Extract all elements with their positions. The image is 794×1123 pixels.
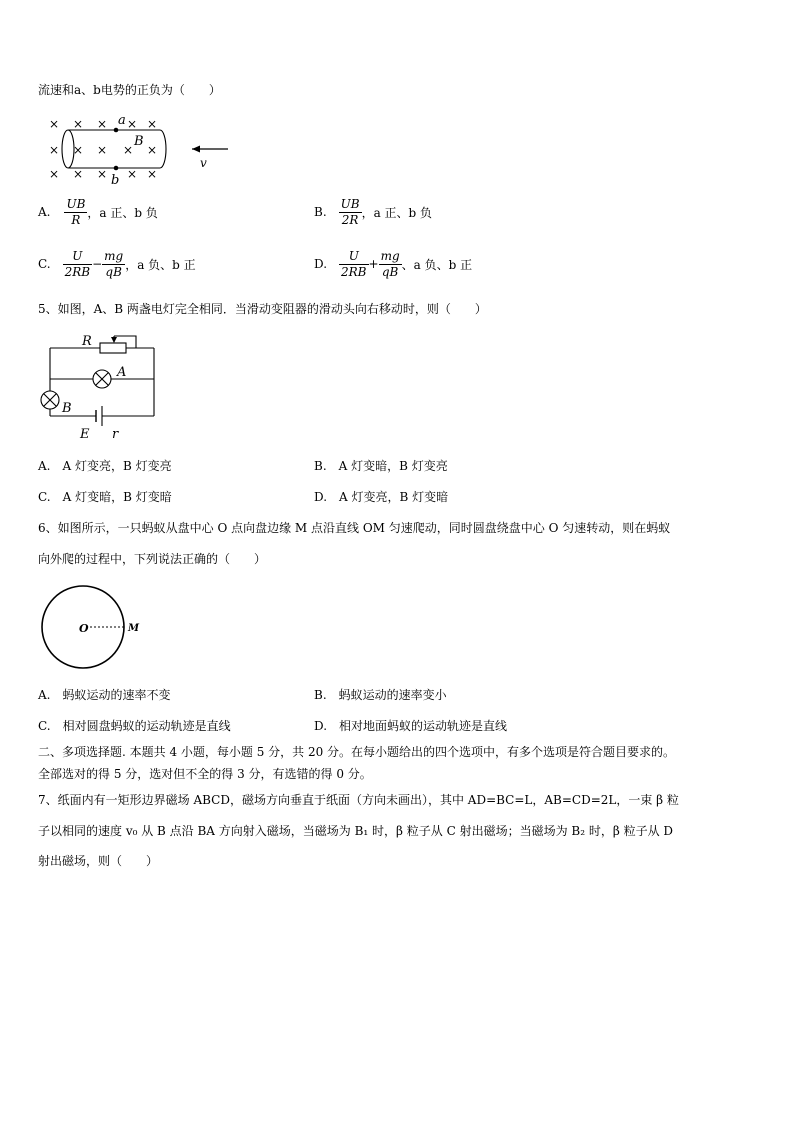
option-letter: C. [38,490,51,504]
option-letter: B. [314,688,327,702]
q7-stem-line3: 射出磁场，则（ ） [38,854,159,868]
option-letter: A. [38,688,51,702]
label-B: B [62,401,72,416]
q5-option-a [38,458,172,474]
field-cross: × [122,143,134,157]
q7-stem-line1: 7、纸面内有一矩形边界磁场 ABCD，磁场方向垂直于纸面（方向未画出），其中 AD=BC=L，AB=CD=2L，一束 β 粒 [38,793,679,807]
field-cross: × [126,167,138,181]
label-O: O [79,622,89,635]
option-letter: C. [38,257,51,271]
point-a-dot [114,128,119,133]
q5-option-b [314,458,448,474]
option-letter: B. [314,205,327,219]
q4-stem-tail: 流速和a、b电势的正负为（ ） [38,83,221,97]
denominator: qB [105,264,122,279]
q6-stem-line2: 向外爬的过程中，下列说法正确的（ ） [38,552,267,566]
q6-option-b [314,687,447,703]
option-tail: ，a 正、b 负 [361,205,433,220]
numerator: mg [104,248,124,263]
q5-stem: 5、如图，A、B 两盏电灯完全相同．当滑动变阻器的滑动头向右移动时，则（ ） [38,302,487,316]
label-v: v [200,156,207,170]
q6-stem-line1: 6、如图所示，一只蚂蚁从盘中心 O 点向盘边缘 M 点沿直线 OM 匀速爬动，同时圆盘绕盘中心 O 匀速转动，则在蚂蚁 [38,521,671,535]
operator: + [368,257,379,271]
q5-option-c [38,489,172,505]
option-letter: A. [38,205,51,219]
slider-arrow [111,337,117,343]
field-cross: × [146,143,158,157]
field-cross: × [146,167,158,181]
numerator: U [63,249,93,265]
option-letter: D. [314,490,328,504]
fraction [339,249,369,280]
fraction [339,197,362,228]
fraction [102,249,125,280]
field-cross: × [72,167,84,181]
denominator: R [71,212,81,227]
section2-heading-line2: 全部选对的得 5 分，选对但不全的得 3 分，有选错的得 0 分。 [38,767,372,781]
field-cross: × [146,117,158,131]
option-text: 蚂蚁运动的速率不变 [62,688,171,702]
label-B-field: B [134,134,144,149]
q6-option-a [38,687,171,703]
point-b-dot [114,166,119,171]
numerator: mg [380,248,400,263]
denominator: 2R [341,212,359,227]
q4-option-b [314,192,432,232]
label-r: r [112,427,119,442]
tube-right-end [160,130,166,168]
option-text: A 灯变亮，B 灯变暗 [339,490,449,504]
denominator: qB [381,264,399,279]
field-cross: × [96,167,108,181]
q4-figure-tube-in-field [40,110,240,186]
q5-circuit-diagram [30,330,170,445]
q6-option-d [314,718,507,734]
operator: − [92,257,103,271]
option-letter: D. [314,257,328,271]
field-cross: × [96,117,108,131]
section2-heading-line1: 二、多项选择题. 本题共 4 小题，每小题 5 分，共 20 分。在每小题给出的四个选项中，有多个选项是符合题目要求的。 [38,745,676,759]
label-E: E [80,427,90,442]
denominator: 2RB [341,264,367,279]
field-cross: × [126,117,138,131]
field-cross: × [96,143,108,157]
fraction [63,249,93,280]
field-cross: × [72,117,84,131]
fraction [64,197,87,228]
option-tail: 、a 负、b 正 [401,257,473,272]
label-A: A [117,365,127,380]
label-M: M [128,623,140,634]
option-text: 相对地面蚂蚁的运动轨迹是直线 [339,719,508,733]
option-text: 相对圆盘蚂蚁的运动轨迹是直线 [62,719,231,733]
fraction [379,249,402,280]
field-cross: × [72,143,84,157]
option-text: A 灯变暗，B 灯变暗 [62,490,172,504]
option-letter: A. [38,459,51,473]
option-letter: C. [38,719,51,733]
velocity-arrow-head [192,146,200,153]
q6-option-c [38,718,231,734]
numerator: UB [340,196,360,211]
option-text: 蚂蚁运动的速率变小 [338,688,447,702]
option-text: A 灯变暗，B 灯变亮 [338,459,448,473]
denominator: 2RB [64,264,91,279]
option-letter: B. [314,459,327,473]
q4-option-c [38,244,196,284]
rheostat-body [100,343,126,353]
q7-stem-line2: 子以相同的速度 v₀ 从 B 点沿 BA 方向射入磁场，当磁场为 B₁ 时，β 粒子从 C 射出磁场；当磁场为 B₂ 时，β 粒子从 D [38,824,674,838]
option-letter: D. [314,719,328,733]
field-cross: × [48,117,60,131]
numerator: UB [66,196,86,211]
label-R: R [82,334,92,349]
q4-option-a [38,192,158,232]
numerator: U [339,249,369,265]
q6-disc-diagram [38,582,148,672]
label-a: a [118,113,126,128]
field-cross: × [48,143,60,157]
q4-option-d [314,244,472,284]
q5-option-d [314,489,448,505]
option-tail: ，a 正、b 负 [87,205,158,220]
option-tail: ，a 负、b 正 [125,257,196,272]
label-b: b [111,173,120,186]
field-cross: × [48,167,60,181]
option-text: A 灯变亮，B 灯变亮 [62,459,172,473]
